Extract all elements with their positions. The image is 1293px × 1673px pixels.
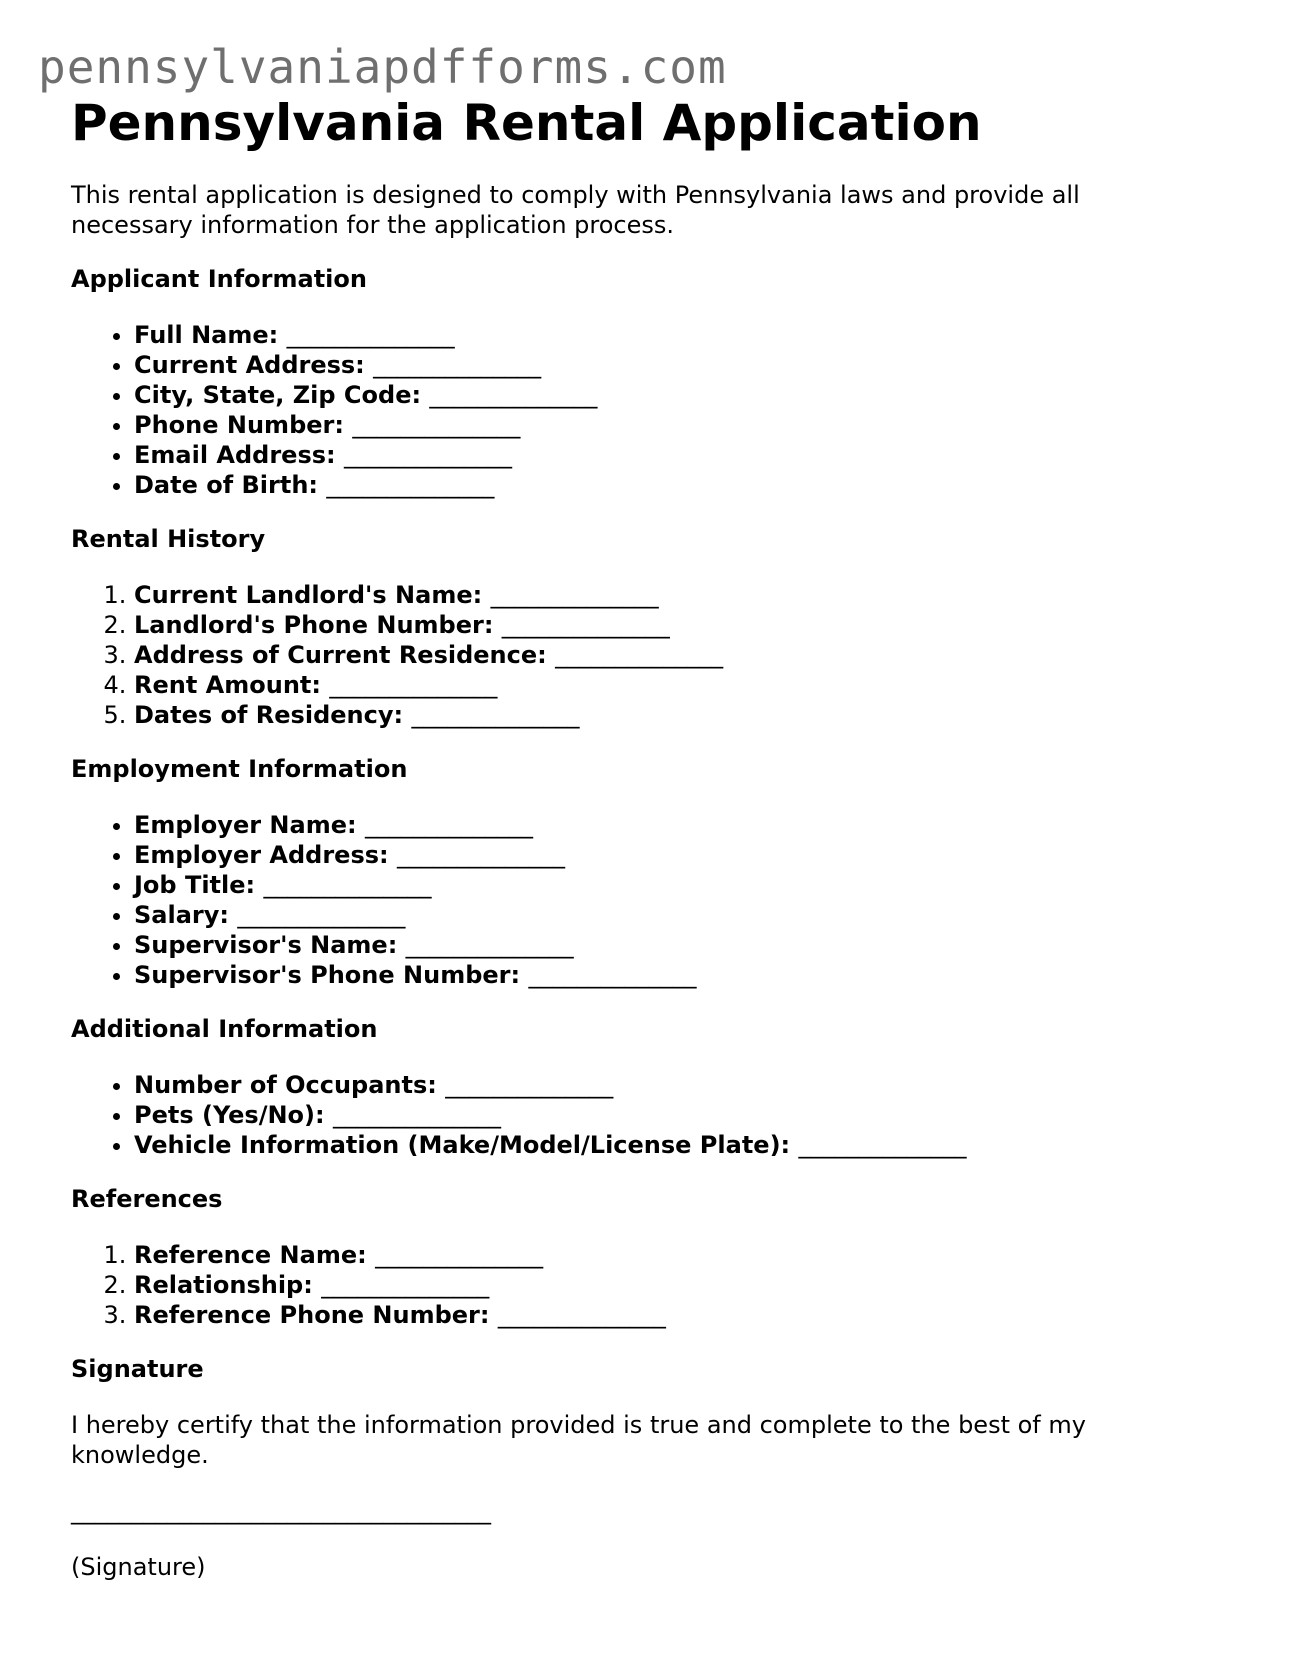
signature-label: (Signature): [71, 1553, 206, 1581]
list-item: [134, 930, 1231, 960]
list-item: [134, 670, 1231, 700]
list-item: [134, 840, 1231, 870]
list-item: [134, 320, 1231, 350]
list-item: [134, 700, 1231, 730]
intro-paragraph: This rental application is designed to comply with Pennsylvania laws and provide all necessary information for the application process.: [71, 181, 1080, 239]
field-label: Salary:: [134, 901, 229, 929]
field-label: Date of Birth:: [134, 471, 319, 499]
fill-blank[interactable]: ______________: [396, 841, 565, 869]
section-heading-additional: Additional Information: [71, 1015, 378, 1043]
fill-blank[interactable]: ______________: [326, 471, 495, 499]
field-label: Employer Name:: [134, 811, 357, 839]
fill-blank[interactable]: ______________: [375, 1241, 544, 1269]
section-heading-references: References: [71, 1185, 223, 1213]
fill-blank[interactable]: ______________: [555, 641, 724, 669]
rental-history-field-list: [71, 580, 1231, 730]
list-item: [134, 810, 1231, 840]
list-item: [134, 610, 1231, 640]
fill-blank[interactable]: ______________: [373, 351, 542, 379]
section-heading-rental-history: Rental History: [71, 525, 266, 553]
fill-blank[interactable]: ______________: [445, 1071, 614, 1099]
section-heading-applicant: Applicant Information: [71, 265, 367, 293]
employment-field-list: [71, 810, 1231, 990]
list-item: [134, 1100, 1231, 1130]
list-item: [134, 470, 1231, 500]
list-item: [134, 350, 1231, 380]
watermark: pennsylvaniapdfforms.com: [38, 40, 727, 94]
field-label: Current Address:: [134, 351, 365, 379]
signature-line[interactable]: ___________________________________: [71, 1497, 491, 1525]
fill-blank[interactable]: ______________: [321, 1271, 490, 1299]
field-label: Relationship:: [134, 1271, 313, 1299]
fill-blank[interactable]: ______________: [798, 1131, 967, 1159]
field-label: Full Name:: [134, 321, 279, 349]
fill-blank[interactable]: ______________: [490, 581, 659, 609]
fill-blank[interactable]: ______________: [429, 381, 598, 409]
field-label: Rent Amount:: [134, 671, 321, 699]
field-label: Dates of Residency:: [134, 701, 404, 729]
fill-blank[interactable]: ______________: [332, 1101, 501, 1129]
field-label: Reference Phone Number:: [134, 1301, 490, 1329]
list-item: [134, 870, 1231, 900]
fill-blank[interactable]: ______________: [343, 441, 512, 469]
fill-blank[interactable]: ______________: [286, 321, 455, 349]
additional-field-list: [71, 1070, 1231, 1160]
list-item: [134, 410, 1231, 440]
field-label: Landlord's Phone Number:: [134, 611, 494, 639]
fill-blank[interactable]: ______________: [501, 611, 670, 639]
field-label: Job Title:: [134, 871, 256, 899]
fill-blank[interactable]: ______________: [497, 1301, 666, 1329]
references-field-list: [71, 1240, 1231, 1330]
list-item: [134, 960, 1231, 990]
field-label: Reference Name:: [134, 1241, 367, 1269]
field-label: City, State, Zip Code:: [134, 381, 422, 409]
list-item: [134, 1130, 1231, 1160]
list-item: [134, 1070, 1231, 1100]
field-label: Address of Current Residence:: [134, 641, 547, 669]
field-label: Current Landlord's Name:: [134, 581, 483, 609]
list-item: [134, 640, 1231, 670]
fill-blank[interactable]: ______________: [329, 671, 498, 699]
list-item: [134, 380, 1231, 410]
applicant-field-list: [71, 320, 1231, 500]
list-item: [134, 900, 1231, 930]
fill-blank[interactable]: ______________: [263, 871, 432, 899]
fill-blank[interactable]: ______________: [405, 931, 574, 959]
section-heading-employment: Employment Information: [71, 755, 408, 783]
list-item: [134, 1300, 1231, 1330]
field-label: Pets (Yes/No):: [134, 1101, 325, 1129]
field-label: Vehicle Information (Make/Model/License Plate):: [134, 1131, 791, 1159]
field-label: Email Address:: [134, 441, 336, 469]
field-label: Phone Number:: [134, 411, 344, 439]
page-title: Pennsylvania Rental Application: [71, 94, 982, 152]
fill-blank[interactable]: ______________: [237, 901, 406, 929]
certification-statement: I hereby certify that the information provided is true and complete to the best of my knowledge.: [71, 1411, 1086, 1469]
field-label: Employer Address:: [134, 841, 389, 869]
document-page: [71, 90, 1231, 1582]
list-item: [134, 580, 1231, 610]
section-heading-signature: Signature: [71, 1355, 204, 1383]
list-item: [134, 1270, 1231, 1300]
fill-blank[interactable]: ______________: [411, 701, 580, 729]
list-item: [134, 1240, 1231, 1270]
field-label: Supervisor's Name:: [134, 931, 398, 959]
fill-blank[interactable]: ______________: [528, 961, 697, 989]
list-item: [134, 440, 1231, 470]
fill-blank[interactable]: ______________: [364, 811, 533, 839]
field-label: Supervisor's Phone Number:: [134, 961, 521, 989]
field-label: Number of Occupants:: [134, 1071, 437, 1099]
fill-blank[interactable]: ______________: [352, 411, 521, 439]
